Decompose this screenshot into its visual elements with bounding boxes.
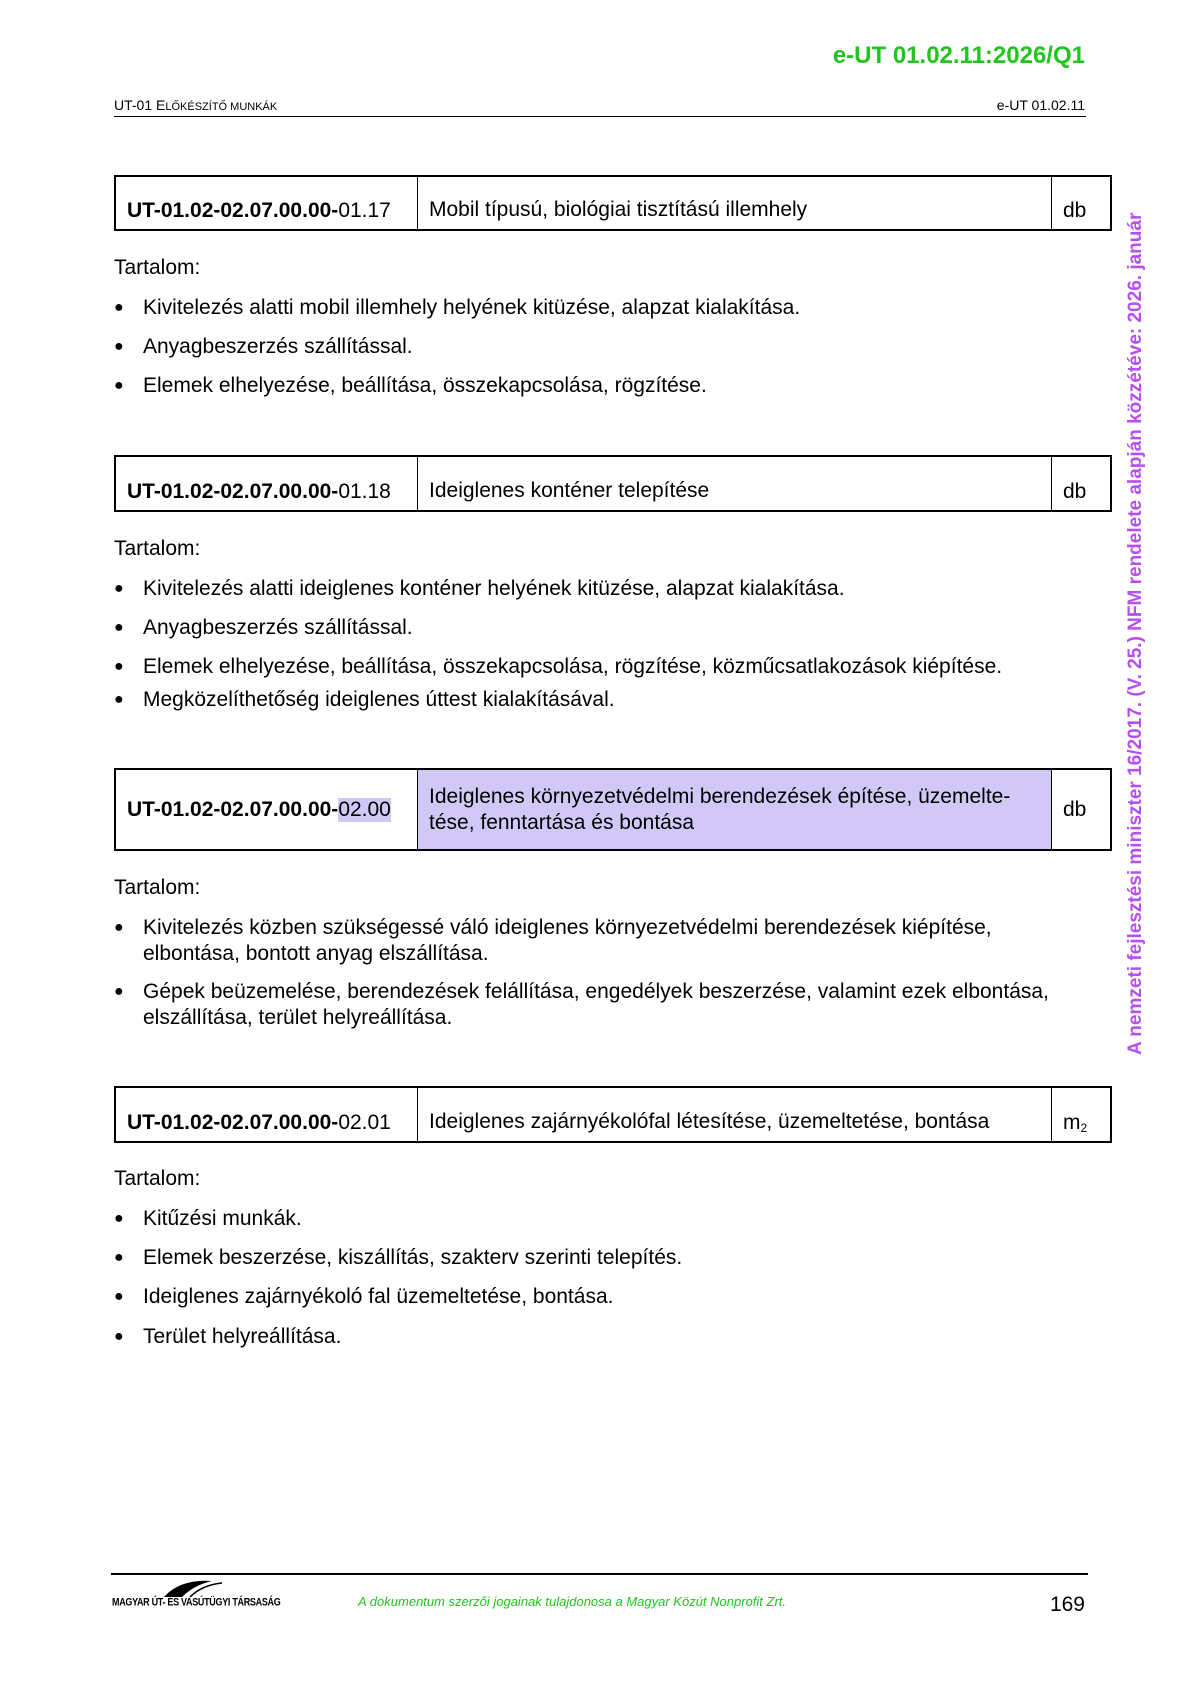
unit-exponent: 2 [1080,1121,1088,1135]
bullet-icon: ● [114,1328,124,1345]
contents-label: Tartalom: [114,1167,201,1190]
list-item [114,1324,1074,1350]
list-item-text: Kivitelezés alatti mobil illemhely helyének kitüzése, alapzat kialakítása. [143,296,801,319]
bullet-icon: ● [114,1210,124,1227]
list-item-text: Terület helyreállítása. [143,1325,342,1348]
footer-divider [111,1573,1088,1575]
contents-label: Tartalom: [114,256,201,279]
item-header-box [114,1086,1112,1143]
publication-note: A nemzeti fejlesztési miniszter 16/2017. (V. 25.) NFM rendelete alapján közzétéve: 2026. január [1125,212,1146,1055]
item-unit: db [1063,199,1087,222]
item-code-suffix: 02.00 [338,797,391,821]
bullet-icon: ● [114,919,124,936]
document-id: e-UT 01.02.11:2026/Q1 [832,42,1085,69]
running-header-chapter [114,97,277,113]
list-item [114,979,1074,1031]
item-code [116,177,418,229]
list-item-text: Anyagbeszerzés szállítással. [143,616,413,639]
list-item [114,615,1074,641]
item-title: Ideiglenes zajárnyékolófal létesítése, üzemeltetése, bontása [418,1088,1052,1141]
item-title: Ideiglenes konténer telepítése [418,457,1052,510]
list-item-text: Elemek elhelyezése, beállítása, összekapcsolása, rögzítése. [143,374,707,397]
item-header-box [114,455,1112,512]
list-item-text: Gépek beüzemelése, berendezések felállítása, engedélyek beszerzése, valamint ezek elbontása, elszállítása, terület helyreállítása. [143,980,1049,1029]
item-unit: db [1063,797,1087,821]
list-item [114,1206,1074,1232]
list-item-text: Kivitelezés alatti ideiglenes konténer helyének kitüzése, alapzat kialakítása. [143,577,845,600]
bullet-icon: ● [114,580,124,597]
item-code-prefix: UT-01.02-02.07.00.00- [127,480,339,503]
item-unit: db [1063,480,1087,503]
list-item [114,1284,1074,1310]
item-unit [1052,1088,1110,1141]
bullet-icon: ● [114,983,124,1000]
bullet-icon: ● [114,658,124,675]
item-title: Mobil típusú, biológiai tisztítású illemhely [418,177,1052,229]
list-item-text: Anyagbeszerzés szállítással. [143,335,413,358]
item-title: Ideiglenes környezetvédelmi berendezések építése, üzemelte-tése, fenntartása és bontása [418,770,1052,849]
item-header-box [114,175,1112,231]
item-code-suffix: 01.17 [338,199,391,222]
list-item-text: Elemek beszerzése, kiszállítás, szakterv szerinti telepítés. [143,1246,683,1269]
bullet-icon: ● [114,338,124,355]
bullet-icon: ● [114,1288,124,1305]
list-item [114,687,1074,713]
list-item [114,295,1074,321]
list-item [114,654,1074,680]
list-item-text: Megközelíthetőség ideiglenes úttest kialakításával. [143,688,615,711]
item-code [116,1088,418,1141]
company-logo [112,1577,281,1627]
item-code [116,770,418,849]
item-header-box [114,768,1112,851]
bullet-icon: ● [114,377,124,394]
item-code-suffix: 01.18 [338,480,391,503]
list-item-text: Kitűzési munkák. [143,1207,302,1230]
bullet-icon: ● [114,1249,124,1266]
list-item [114,576,1074,602]
chapter-prefix: UT-01 E [114,97,166,113]
item-code-prefix: UT-01.02-02.07.00.00- [127,199,339,222]
item-code-suffix: 02.01 [338,1111,391,1134]
page-number: 169 [1049,1593,1085,1616]
list-item-text: Ideiglenes zajárnyékoló fal üzemeltetése, bontása. [143,1285,614,1308]
bullet-icon: ● [114,691,124,708]
chapter-title: LŐKÉSZÍTŐ MUNKÁK [165,101,278,113]
header-divider [114,116,1086,117]
unit-base: m [1063,1111,1081,1134]
bullet-icon: ● [114,619,124,636]
contents-label: Tartalom: [114,876,201,899]
list-item [114,334,1074,360]
logo-text: MAGYAR ÚT- ÉS VASÚTÜGYI TÁRSASÁG [112,1596,281,1608]
list-item [114,1245,1074,1271]
bullet-icon: ● [114,299,124,316]
item-code-prefix: UT-01.02-02.07.00.00- [127,797,339,821]
item-code-prefix: UT-01.02-02.07.00.00- [127,1111,339,1134]
list-item-text: Elemek elhelyezése, beállítása, összekapcsolása, rögzítése, közműcsatlakozások kiépítése. [143,655,1003,678]
list-item [114,915,1074,967]
list-item-text: Kivitelezés közben szükségessé váló ideiglenes környezetvédelmi berendezések kiépítése, elbontása, bontott anyag elszállítása. [143,916,992,965]
copyright-notice: A dokumentum szerzői jogainak tulajdonosa a Magyar Közút Nonprofit Zrt. [358,1594,787,1609]
list-item [114,373,1074,399]
contents-label: Tartalom: [114,537,201,560]
running-header-doc: e-UT 01.02.11 [996,97,1085,113]
item-code [116,457,418,510]
